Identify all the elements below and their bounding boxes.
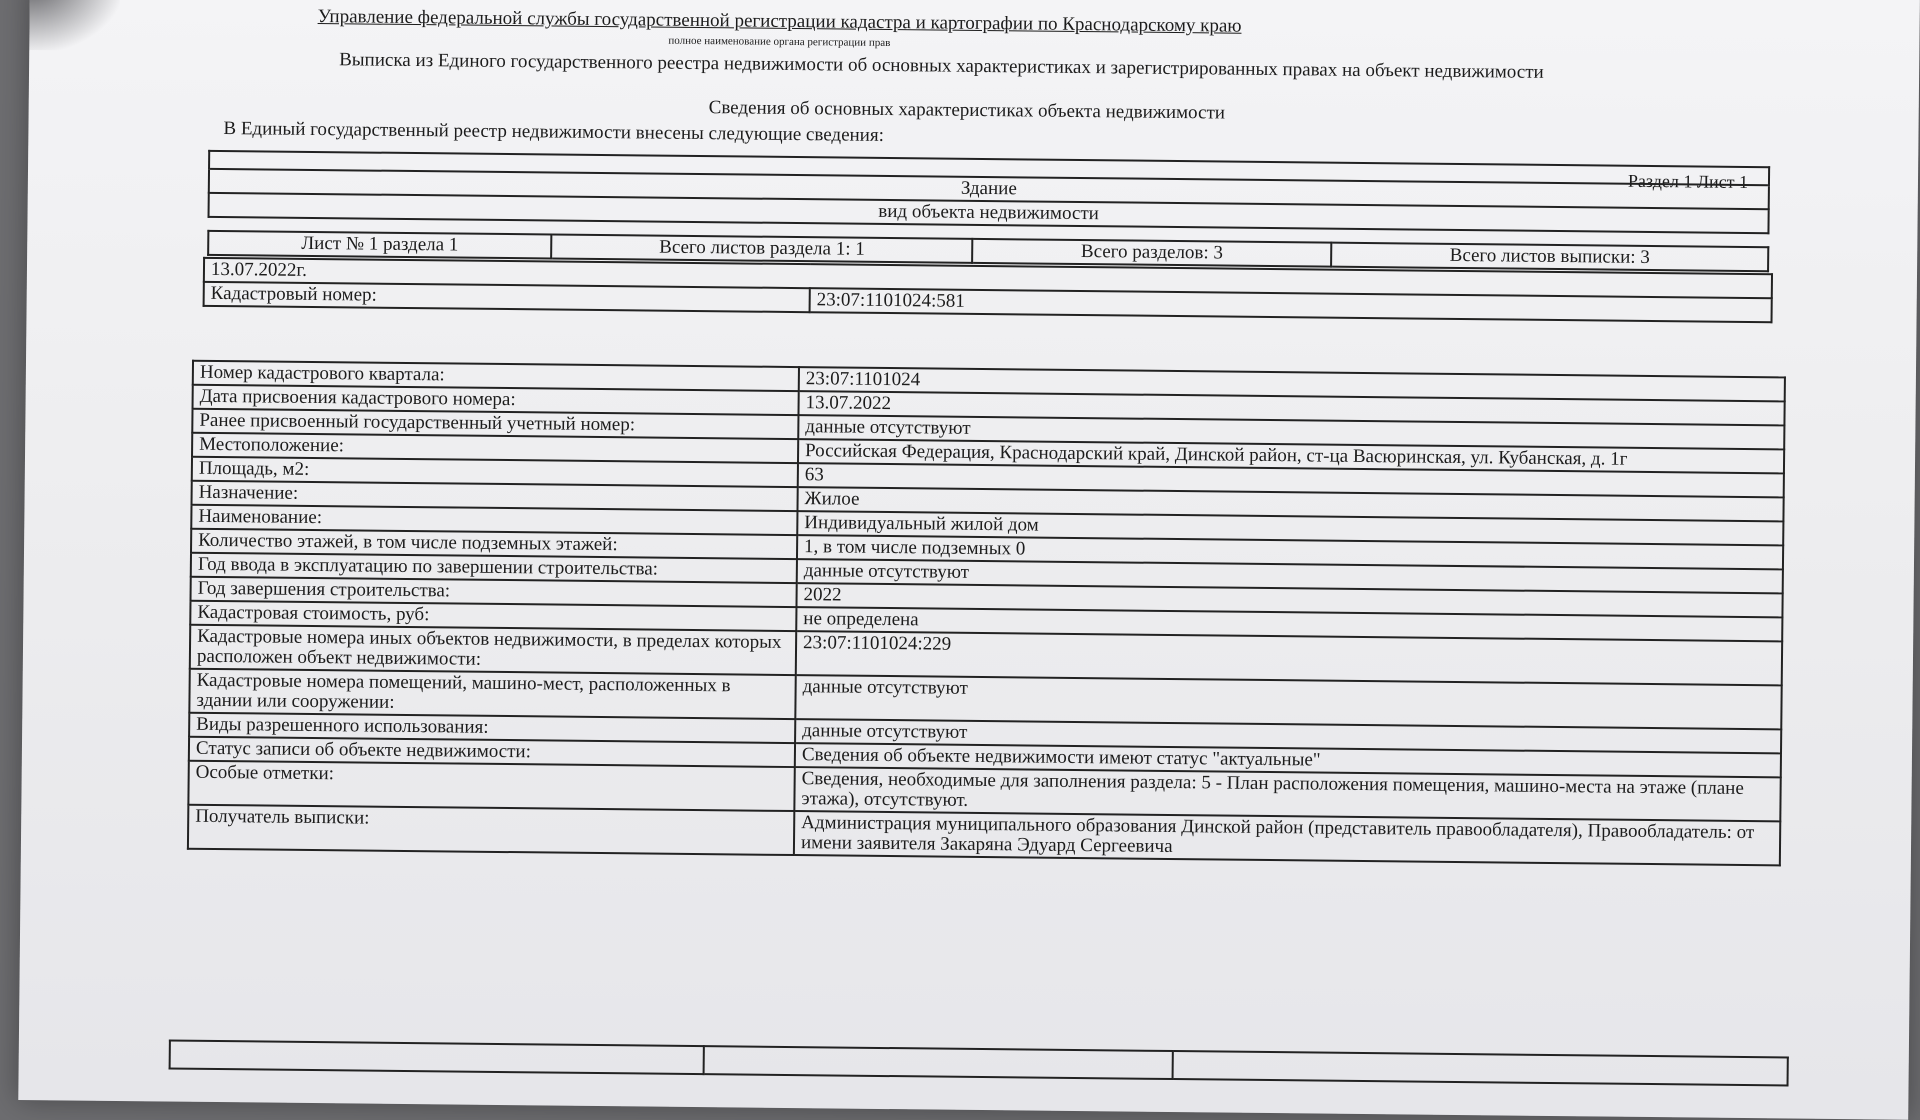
row-value: не определена [796,607,1782,641]
row-value: 23:07:1101024:229 [796,631,1782,685]
row-value: 23:07:1101024 [799,367,1785,401]
object-type: Здание [209,169,1769,209]
row-value: Сведения, необходимые для заполнения раздела: 5 - План расположения помещения, машино-места на этаже (плане этажа), отсутствуют. [794,767,1780,821]
object-type-caption: вид объекта недвижимости [209,193,1769,233]
row-value: 63 [798,463,1784,497]
section-title: Сведения об основных характеристиках объекта недвижимости [708,97,1226,124]
row-label: Кадастровые номера помещений, машино-мест, расположенных в здании или сооружении: [189,669,795,719]
row-label: Год завершения строительства: [191,577,797,607]
row-label: Наименование: [191,505,797,535]
row-label: Кадастровая стоимость, руб: [190,601,796,631]
row-label: Дата присвоения кадастрового номера: [193,385,799,415]
total-sheets-section: Всего листов раздела 1: 1 [551,234,972,262]
org-name: Управление федеральной службы государственной регистрации кадастра и картографии по Краснодарскому краю [317,6,1242,37]
row-label: Виды разрешенного использования: [189,713,795,743]
row-value: данные отсутствуют [795,719,1781,753]
row-label: Кадастровые номера иных объектов недвижимости, в пределах которых расположен объект недвижимости: [190,625,796,675]
row-label: Год ввода в эксплуатацию по завершении строительства: [191,553,797,583]
characteristics-rows [188,361,1785,866]
object-type-table [208,150,1771,234]
row-value: Жилое [797,487,1783,521]
row-label: Статус записи об объекте недвижимости: [189,737,795,767]
org-name-caption: полное наименование органа регистрации прав [668,34,891,50]
signature-cell-name [1173,1051,1788,1085]
row-value: Индивидуальный жилой дом [797,511,1783,545]
row-label: Ранее присвоенный государственный учетный номер: [192,409,798,439]
total-sheets-extract: Всего листов выписки: 3 [1331,243,1768,272]
row-value: данные отсутствуют [795,675,1781,729]
section-reference: Раздел 1 Лист 1 [1627,170,1749,193]
intro-text: В Единый государственный реестр недвижимости внесены следующие сведения: [223,118,885,146]
row-label: Назначение: [192,481,798,511]
row-label: Получатель выписки: [188,805,794,855]
row-value: данные отсутствуют [797,559,1783,593]
document-title: Выписка из Единого государственного реестра недвижимости об основных характеристиках и зарегистрированных правах на объект недвижимости [339,49,1544,83]
row-label: Площадь, м2: [192,457,798,487]
row-value: Администрация муниципального образования Динской район (представитель правообладателя), Правообладатель: от имени заявителя Закаряна Эдуард Сергеевича [794,811,1780,865]
row-label: Количество этажей, в том числе подземных этажей: [191,529,797,559]
row-value: 2022 [796,583,1782,617]
row-label: Номер кадастрового квартала: [193,361,799,391]
row-value: Российская Федерация, Краснодарский край, Динской район, ст-ца Васюринская, ул. Кубанская, д. 1г [798,439,1784,473]
sheet-number: Лист № 1 раздела 1 [208,231,551,259]
row-value: Сведения об объекте недвижимости имеют статус "актуальные" [795,743,1781,777]
row-value: 13.07.2022 [798,391,1784,425]
cadastral-number-value: 23:07:1101024:581 [810,288,1772,322]
row-value: 1, в том числе подземных 0 [797,535,1783,569]
total-sections: Всего разделов: 3 [972,239,1331,267]
document-page [18,0,1920,1120]
row-value: данные отсутствуют [798,415,1784,449]
characteristics-table [187,360,1786,867]
row-label: Местоположение: [192,433,798,463]
row-label: Особые отметки: [188,761,794,811]
signature-cell-position [170,1041,704,1075]
cadastral-number-label: Кадастровый номер: [204,282,810,312]
signature-cell-signature [704,1046,1173,1079]
signature-table [169,1040,1789,1087]
extract-date: 13.07.2022г. [204,258,1772,298]
